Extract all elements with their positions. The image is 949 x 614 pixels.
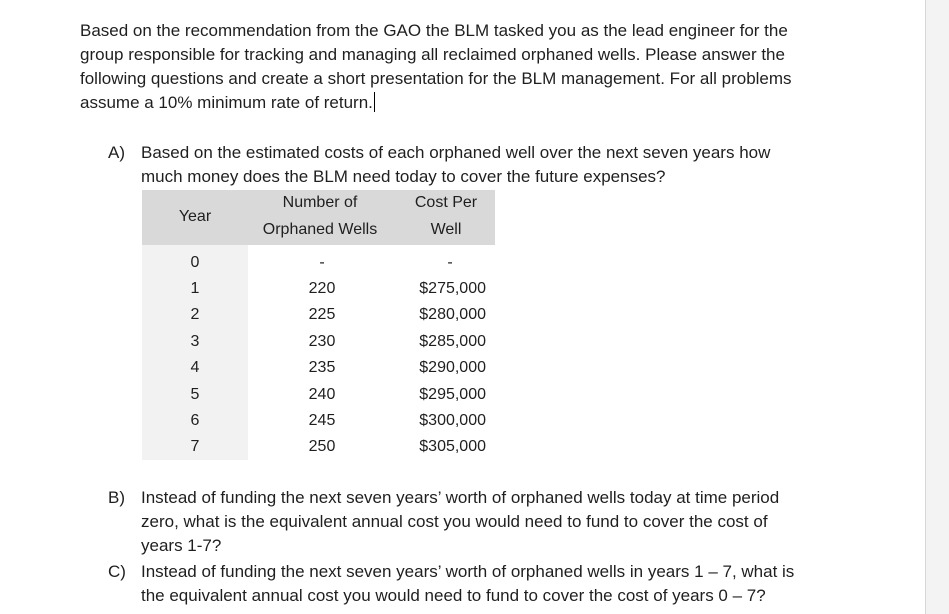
- table-cell-wells: 240: [308, 386, 336, 403]
- table-cell-cost: $275,000: [419, 280, 486, 297]
- question-b-text: [141, 486, 886, 558]
- header-year: Year: [178, 208, 212, 225]
- header-wells-line1: Number of: [282, 194, 358, 211]
- table-cell-cost: $280,000: [419, 306, 486, 323]
- intro-paragraph: [80, 19, 880, 115]
- question-a-text: [141, 141, 886, 189]
- table-cell-year: 6: [190, 412, 200, 429]
- table-cell-wells: 230: [308, 333, 336, 350]
- table-cell-cost: $300,000: [419, 412, 486, 429]
- table-cell-wells: 220: [308, 280, 336, 297]
- question-b-line: zero, what is the equivalent annual cost you would need to fund to cover the cost of: [141, 512, 768, 531]
- question-b-line: Instead of funding the next seven years’ worth of orphaned wells today at time period: [141, 488, 780, 507]
- question-b-line: years 1-7?: [141, 536, 222, 555]
- table-cell-wells: 245: [308, 412, 336, 429]
- table-cell-cost: -: [447, 254, 453, 271]
- table-cell-year: 0: [190, 254, 200, 271]
- table-cell-year: 5: [190, 386, 200, 403]
- question-a-line: Based on the estimated costs of each orphaned well over the next seven years how: [141, 143, 771, 162]
- question-c-letter: C): [108, 562, 126, 581]
- table-cell-cost: $285,000: [419, 333, 486, 350]
- intro-line-text: assume a 10% minimum rate of return.: [80, 93, 373, 112]
- table-cell-cost: $305,000: [419, 438, 486, 455]
- table-cell-wells: 250: [308, 438, 336, 455]
- intro-line-last: [80, 91, 880, 115]
- table-cell-cost: $295,000: [419, 386, 486, 403]
- question-a-letter: A): [108, 143, 125, 162]
- table-cell-year: 4: [190, 359, 200, 376]
- question-a-line: much money does the BLM need today to cover the future expenses?: [141, 167, 666, 186]
- question-b-letter: B): [108, 488, 125, 507]
- intro-line: group responsible for tracking and managing all reclaimed orphaned wells. Please answer the: [80, 45, 785, 64]
- header-wells-line2: Orphaned Wells: [262, 221, 378, 238]
- intro-line: following questions and create a short presentation for the BLM management. For all problems: [80, 69, 792, 88]
- table-cell-wells: 235: [308, 359, 336, 376]
- table-cell-year: 2: [190, 306, 200, 323]
- intro-line: Based on the recommendation from the GAO the BLM tasked you as the lead engineer for the: [80, 21, 788, 40]
- table-cell-year: 3: [190, 333, 200, 350]
- table-cell-year: 1: [190, 280, 200, 297]
- table-cell-wells: 225: [308, 306, 336, 323]
- wells-cost-table: [142, 190, 495, 460]
- question-c-line: the equivalent annual cost you would need to fund to cover the cost of years 0 – 7?: [141, 586, 766, 605]
- header-cost-line2: Well: [430, 221, 462, 238]
- question-c-line: Instead of funding the next seven years’ worth of orphaned wells in years 1 – 7, what is: [141, 562, 795, 581]
- table-cell-cost: $290,000: [419, 359, 486, 376]
- table-cell-year: 7: [190, 438, 200, 455]
- header-cost-line1: Cost Per: [414, 194, 478, 211]
- question-c-text: [141, 560, 886, 608]
- table-cell-wells: -: [319, 254, 325, 271]
- scrollbar-gutter[interactable]: [925, 0, 949, 614]
- text-cursor: [374, 92, 375, 112]
